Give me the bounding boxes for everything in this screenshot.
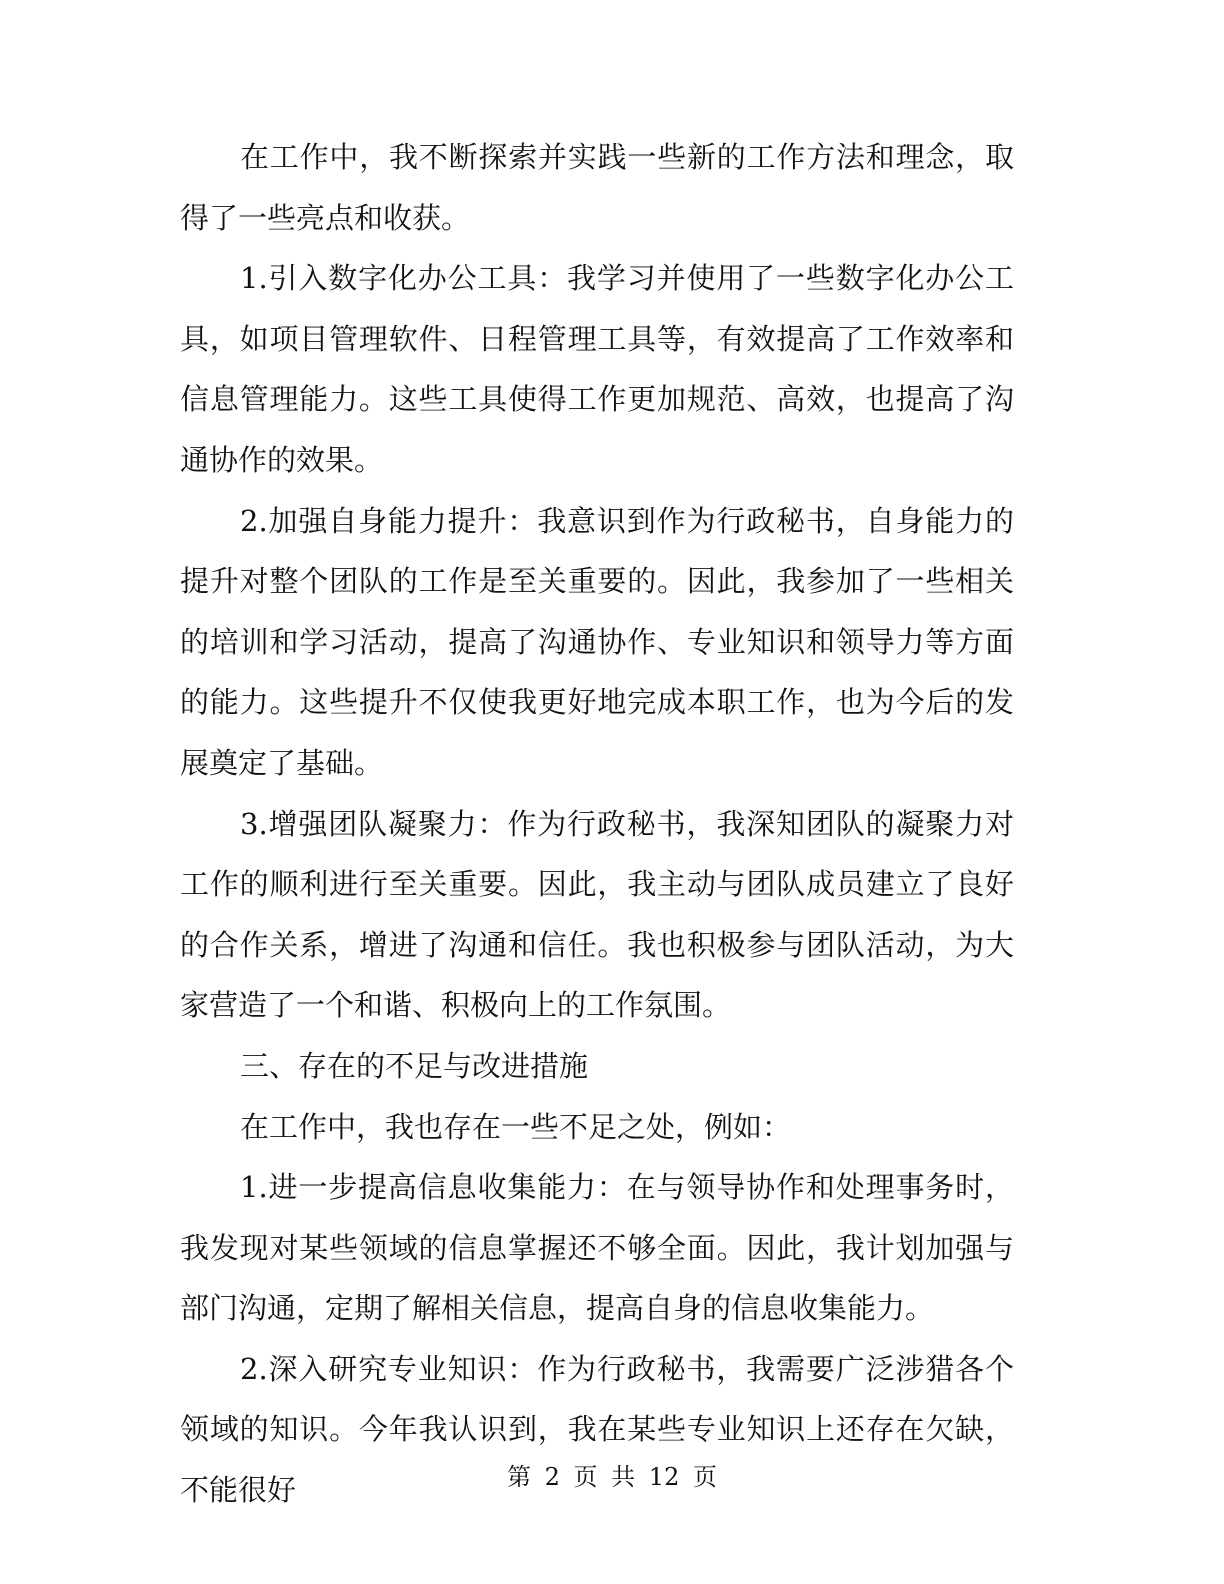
section-heading: 三、存在的不足与改进措施 (240, 1048, 589, 1083)
paragraph-shortcoming-1: 1.进一步提高信息收集能力：在与领导协作和处理事务时，我发现对某些领域的信息掌握还不够全面。因此，我计划加强与部门沟通，定期了解相关信息，提高自身的信息收集能力。 (180, 1170, 1014, 1326)
paragraph-item-1-digital-tools: 1.引入数字化办公工具：我学习并使用了一些数字化办公工具，如项目管理软件、日程管理工具等，有效提高了工作效率和信息管理能力。这些工具使得工作更加规范、高效，也提高了沟通协作的效果。 (180, 261, 1014, 477)
document-body (180, 127, 1014, 1521)
paragraph-item-3-team-cohesion: 3.增强团队凝聚力：作为行政秘书，我深知团队的凝聚力对工作的顺利进行至关重要。因此，我主动与团队成员建立了良好的合作关系，增进了沟通和信任。我也积极参与团队活动，为大家营造了一个和谐、积极向上的工作氛围。 (180, 806, 1014, 1023)
page-footer (0, 1462, 1224, 1492)
page-number-text: 第 2 页 共 12 页 (507, 1463, 717, 1491)
paragraph-shortcoming-2: 2.深入研究专业知识：作为行政秘书，我需要广泛涉猎各个领域的知识。今年我认识到，我在某些专业知识上还存在欠缺，不能很好 (180, 1351, 1014, 1508)
paragraph-shortcomings-intro: 在工作中，我也存在一些不足之处，例如： (240, 1109, 792, 1144)
paragraph-intro: 在工作中，我不断探索并实践一些新的工作方法和理念，取得了一些亮点和收获。 (180, 140, 1014, 235)
paragraph-item-2-self-improvement: 2.加强自身能力提升：我意识到作为行政秘书，自身能力的提升对整个团队的工作是至关重要的。因此，我参加了一些相关的培训和学习活动，提高了沟通协作、专业知识和领导力等方面的能力。这些提升不仅使我更好地完成本职工作，也为今后的发展奠定了基础。 (180, 503, 1014, 780)
